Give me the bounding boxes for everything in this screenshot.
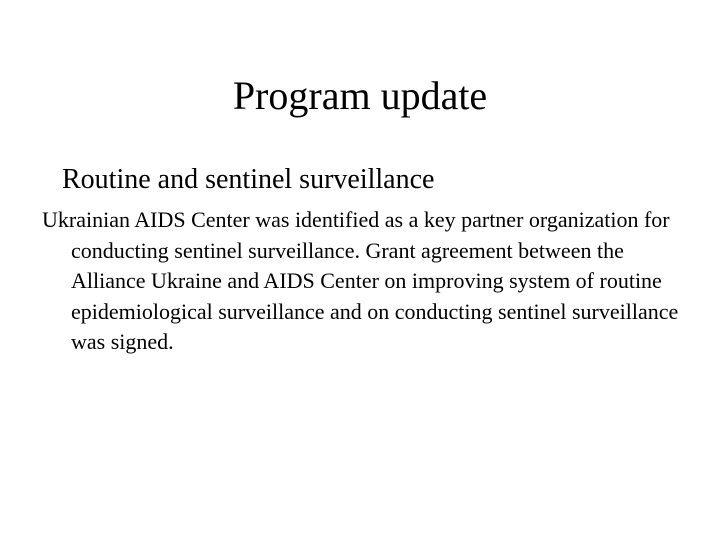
- slide-subtitle: Routine and sentinel surveillance: [62, 164, 435, 195]
- slide-title: Program update: [232, 73, 488, 118]
- slide-body-paragraph: Ukrainian AIDS Center was identified as a key partner organization for conducting sentinel surveillance. Grant agreement between the Alliance Ukraine and AIDS Center on improving system of routine epidemiological surveillance and on conducting sentinel surveillance was signed.: [42, 207, 679, 354]
